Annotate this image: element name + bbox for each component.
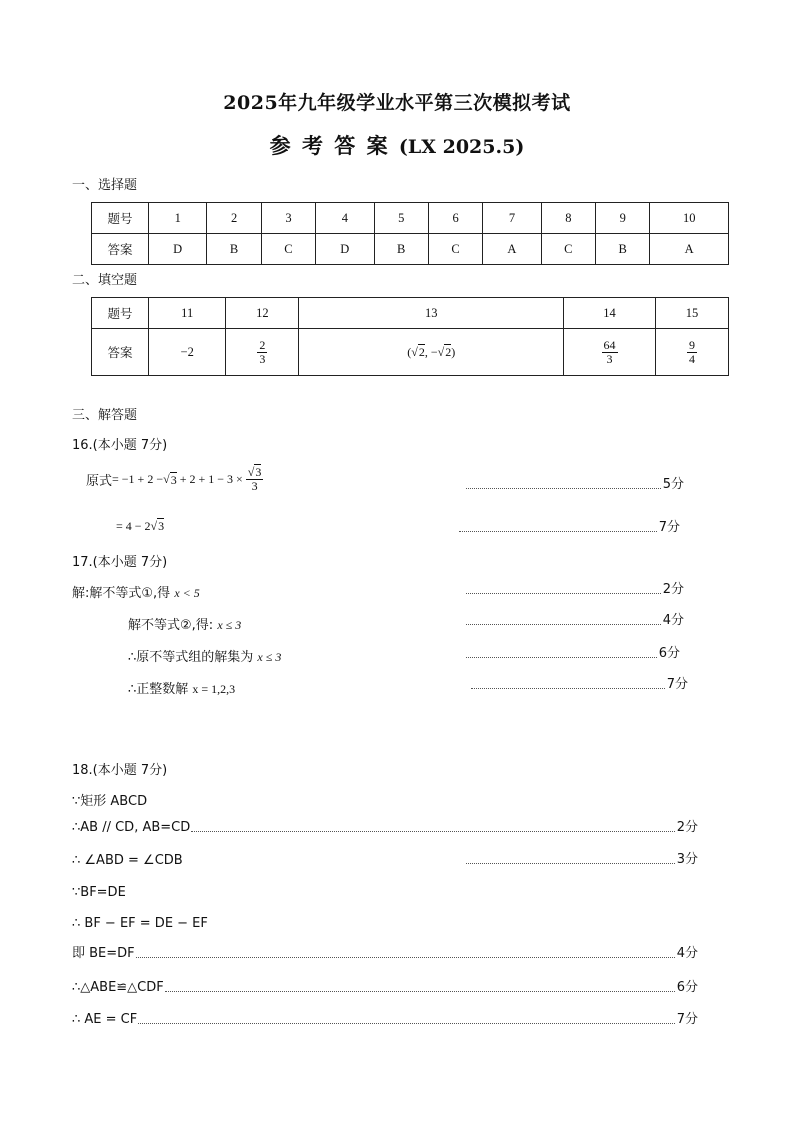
table-row — [92, 234, 729, 265]
question-number: 2 — [207, 203, 261, 234]
score: 7分 — [658, 520, 680, 535]
fraction — [687, 339, 697, 366]
q18-step4: ∵BF=DE — [72, 885, 126, 900]
q18-step6 — [72, 947, 698, 961]
row-label: 答案 — [92, 329, 149, 376]
leader-dots — [466, 593, 661, 594]
section-solve-title: 三、解答题 — [72, 408, 138, 423]
score: 2分 — [676, 820, 698, 835]
radicand: 3 — [255, 465, 262, 479]
leader-dots — [466, 488, 661, 489]
answer-cell — [226, 329, 299, 376]
score: 6分 — [658, 646, 680, 661]
fraction — [246, 466, 264, 493]
question-number: 1 — [149, 203, 207, 234]
q17-step3 — [128, 646, 281, 665]
row-label: 答案 — [92, 234, 149, 265]
q16-step2 — [116, 519, 164, 534]
fill-answer-table — [91, 297, 729, 376]
q17-math: x < 5 — [174, 586, 200, 600]
q16-prefix: 原式 — [86, 474, 113, 489]
score: 2分 — [662, 582, 684, 597]
q17-text: 解:解不等式①,得 — [72, 586, 175, 601]
question-number: 12 — [226, 298, 299, 329]
radicand: 2 — [418, 344, 425, 359]
leader-dots — [138, 1023, 674, 1024]
answer-cell — [564, 329, 656, 376]
answer-cell — [656, 329, 729, 376]
sqrt-sign: √ — [411, 344, 418, 359]
sqrt-sign: √ — [163, 472, 170, 486]
q18-text: ∴ AE = CF — [72, 1012, 138, 1027]
sqrt-sign: √ — [437, 344, 445, 359]
fraction-numerator: 64 — [603, 337, 616, 352]
exam-code: (LX 2025.5) — [398, 136, 525, 158]
q17-step1 — [72, 582, 200, 601]
q18-step8 — [72, 1013, 698, 1027]
answer-cell: B — [374, 234, 428, 265]
sqrt-sign: √ — [150, 519, 158, 533]
fraction-numerator: 9 — [689, 337, 695, 352]
q17-score-4 — [471, 678, 688, 692]
score: 3分 — [676, 852, 698, 867]
score: 4分 — [662, 613, 684, 628]
q18-score-3 — [466, 853, 698, 867]
leader-dots — [459, 531, 657, 532]
q18-text: ∴AB // CD, AB=CD — [72, 820, 191, 835]
score: 4分 — [676, 946, 698, 961]
choice-answer-table — [91, 202, 729, 265]
radicand: 2 — [445, 344, 452, 359]
fraction-numerator — [246, 466, 264, 480]
answer-key-title — [0, 130, 794, 160]
leader-dots — [136, 957, 675, 958]
question-number: 15 — [656, 298, 729, 329]
answer-cell: B — [207, 234, 261, 265]
q16-expr: = 4 − 2 — [116, 519, 151, 533]
answer-cell: C — [428, 234, 482, 265]
answer-cell: A — [650, 234, 729, 265]
q18-step1: ∵矩形 ABCD — [72, 794, 148, 809]
q17-math: x ≤ 3 — [217, 618, 242, 632]
answer-cell: −2 — [149, 329, 226, 376]
q18-step3: ∴ ∠ABD = ∠CDB — [72, 853, 183, 868]
radicand: 3 — [170, 472, 177, 487]
radicand: 3 — [158, 519, 165, 533]
q18-heading: 18.(本小题 7分) — [72, 763, 168, 778]
q18-step5: ∴ BF − EF = DE − EF — [72, 916, 208, 931]
fraction-denominator: 3 — [259, 351, 266, 366]
table-row — [92, 298, 729, 329]
q16-heading: 16.(本小题 7分) — [72, 438, 168, 453]
table-row — [92, 329, 729, 376]
answer-cell: D — [149, 234, 207, 265]
q17-score-1 — [466, 583, 684, 597]
fraction — [602, 339, 618, 366]
q17-heading: 17.(本小题 7分) — [72, 555, 168, 570]
fraction-denominator: 3 — [251, 479, 258, 493]
answer-cell: B — [596, 234, 650, 265]
q17-math: x ≤ 3 — [257, 650, 282, 664]
answer-cell: C — [261, 234, 315, 265]
q16-step1 — [86, 466, 263, 493]
q17-text: ∴原不等式组的解集为 — [128, 650, 258, 665]
question-number: 6 — [428, 203, 482, 234]
question-number: 13 — [299, 298, 564, 329]
paren-close: ) — [451, 344, 456, 359]
question-number: 10 — [650, 203, 729, 234]
question-number: 9 — [596, 203, 650, 234]
q17-score-2 — [466, 614, 684, 628]
fraction-denominator: 4 — [689, 351, 695, 366]
answer-cell: C — [541, 234, 595, 265]
q18-step2 — [72, 821, 698, 835]
question-number: 4 — [316, 203, 374, 234]
section-choice-title: 一、选择题 — [72, 178, 138, 193]
q17-math: x = 1,2,3 — [192, 682, 236, 696]
q16-expr-2: + 2 + 1 − 3 × — [176, 472, 246, 486]
question-number: 14 — [564, 298, 656, 329]
score: 5分 — [662, 477, 684, 492]
q18-text: ∴△ABE≌△CDF — [72, 980, 164, 995]
score: 6分 — [676, 980, 698, 995]
answer-key-label: 参 考 答 案 — [269, 133, 390, 158]
q17-score-3 — [466, 647, 680, 661]
row-label: 题号 — [92, 298, 149, 329]
section-fill-title: 二、填空题 — [72, 273, 138, 288]
leader-dots — [466, 863, 675, 864]
fraction-denominator: 3 — [606, 351, 613, 366]
leader-dots — [471, 688, 665, 689]
answer-cell — [299, 329, 564, 376]
q17-text: 解不等式②,得: — [128, 618, 218, 633]
q18-step7 — [72, 981, 698, 995]
fraction-numerator: 2 — [259, 337, 266, 352]
q16-expr: = −1 + 2 − — [112, 472, 164, 486]
row-label: 题号 — [92, 203, 149, 234]
score: 7分 — [666, 677, 688, 692]
leader-dots — [466, 624, 661, 625]
question-number: 11 — [149, 298, 226, 329]
q17-text: ∴正整数解 — [128, 682, 193, 697]
answer-cell: A — [483, 234, 541, 265]
q17-step2 — [128, 614, 241, 633]
answer-cell: D — [316, 234, 374, 265]
paren-open: ( — [407, 344, 412, 359]
leader-dots — [191, 831, 674, 832]
exam-title: 2025年九年级学业水平第三次模拟考试 — [223, 92, 571, 114]
question-number: 5 — [374, 203, 428, 234]
q17-step4 — [128, 678, 235, 697]
question-number: 8 — [541, 203, 595, 234]
q16-score-1 — [466, 478, 684, 492]
separator: , − — [424, 344, 438, 359]
q18-text: 即 BE=DF — [72, 946, 135, 961]
q16-score-2 — [459, 521, 680, 535]
fraction — [257, 339, 267, 366]
score: 7分 — [676, 1012, 698, 1027]
leader-dots — [165, 991, 675, 992]
question-number: 3 — [261, 203, 315, 234]
table-row — [92, 203, 729, 234]
leader-dots — [466, 657, 657, 658]
question-number: 7 — [483, 203, 541, 234]
sqrt-sign: √ — [247, 465, 255, 479]
